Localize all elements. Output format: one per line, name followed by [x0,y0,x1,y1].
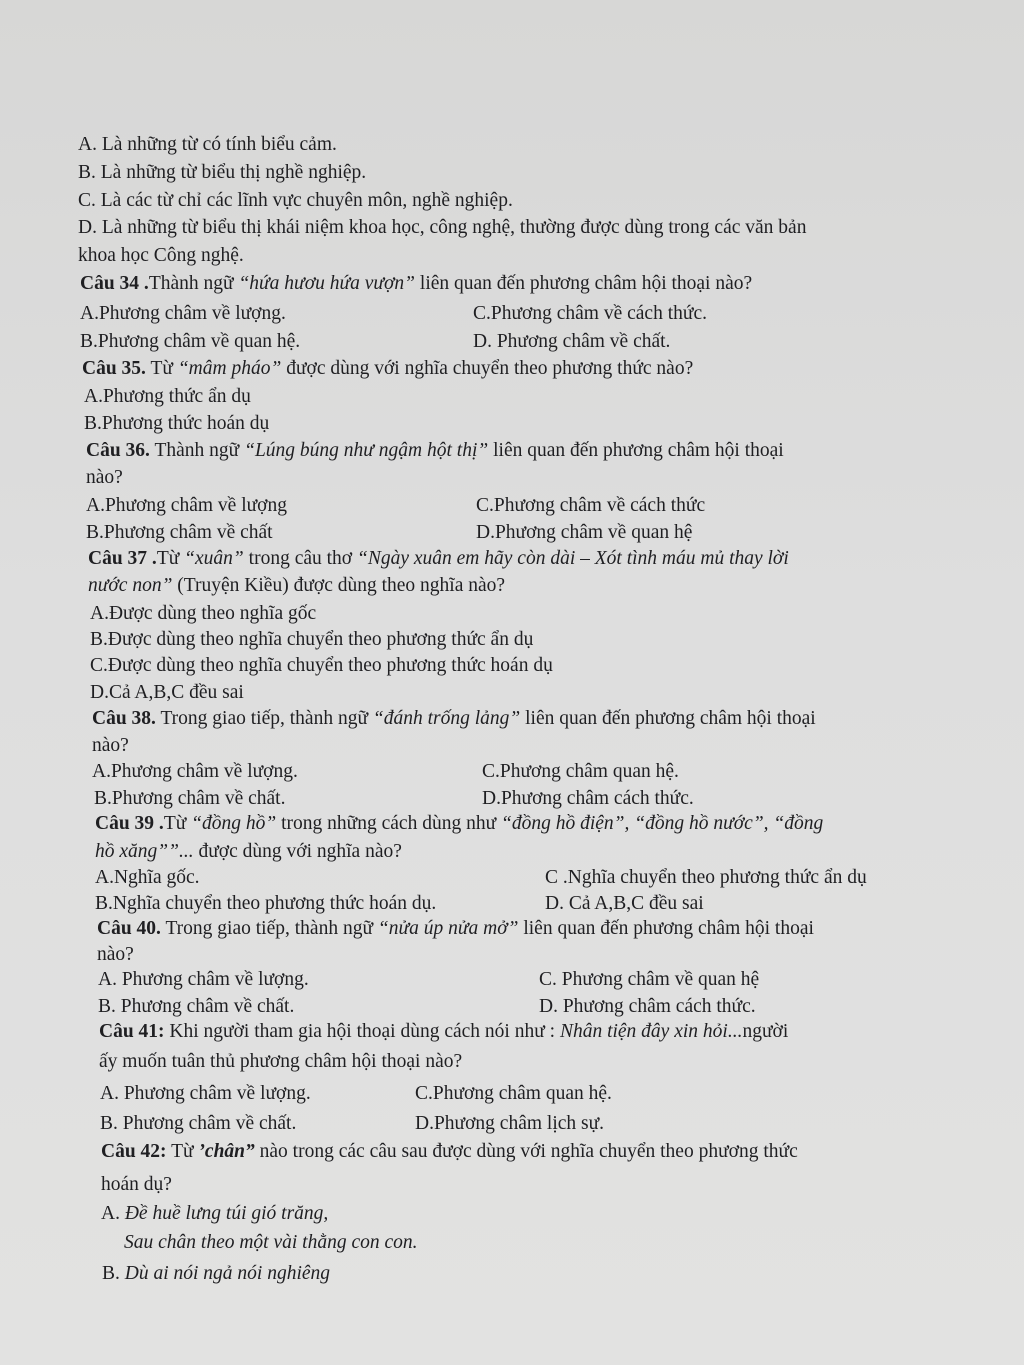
options-row [100,1082,960,1106]
option-c: C.Được dùng theo nghĩa chuyển theo phương thức hoán dụ [90,655,553,676]
option-a: A.Nghĩa gốc. [95,867,200,888]
question-number: Câu 38. [92,708,156,729]
options-row [95,866,965,890]
option-c: C .Nghĩa chuyển theo phương thức ẩn dụ [545,867,867,888]
option-d: D. Cả A,B,C đều sai [545,893,704,914]
option-b: B.Phương châm về chất. [94,788,286,809]
option-a: A.Phương châm về lượng [86,495,287,516]
verse-line: Sau chân theo một vài thằng con con. [124,1232,418,1253]
option-line: C. Là các từ chỉ các lĩnh vực chuyên môn, nghề nghiệp. [78,190,513,211]
option-b: B.Phương thức hoán dụ [84,413,270,434]
option-b: B.Phương châm về quan hệ. [80,331,301,352]
option-b: B.Được dùng theo nghĩa chuyển theo phương thức ẩn dụ [90,629,534,650]
question-39: Câu 39 .Từ “đồng hồ” trong những cách dùng như “đồng hồ điện”, “đồng hồ nước”, “đồng [95,813,824,834]
option-d: D. Phương châm về chất. [473,331,671,352]
question-41: Câu 41: Khi người tham gia hội thoại dùng cách nói như : Nhân tiện đây xin hỏi...người [99,1021,789,1042]
question-continuation: nào? [97,944,134,965]
question-continuation: hồ xăng””... được dùng với nghĩa nào? [95,841,402,862]
question-number: Câu 41: [99,1021,165,1042]
option-d: D.Phương châm lịch sự. [415,1113,605,1134]
option-c: C. Phương châm về quan hệ [539,969,760,990]
option-line: B. Là những từ biểu thị nghề nghiệp. [78,162,367,183]
question-number: Câu 39 . [95,813,164,834]
options-row [95,892,965,916]
options-row [86,521,966,545]
options-row [98,968,968,992]
option-a: A. Đề huề lưng túi gió trăng, [101,1203,329,1224]
option-b: B.Phương châm về chất [86,522,273,543]
question-continuation: nào? [86,467,123,488]
question-35: Câu 35. Từ “mâm pháo” được dùng với nghĩa chuyển theo phương thức nào? [82,358,694,379]
option-a: A.Phương thức ẩn dụ [84,386,251,407]
question-38: Câu 38. Trong giao tiếp, thành ngữ “đánh trống lảng” liên quan đến phương châm hội thoại [92,708,816,729]
option-b: B. Phương châm về chất. [98,996,295,1017]
question-42: Câu 42: Từ ’chân” nào trong các câu sau được dùng với nghĩa chuyển theo phương thức [101,1141,798,1162]
option-a: A. Phương châm về lượng. [100,1083,311,1104]
option-line: A. Là những từ có tính biểu cảm. [78,134,337,155]
option-d: D.Cả A,B,C đều sai [90,682,244,703]
question-36: Câu 36. Thành ngữ “Lúng búng như ngậm hột thị” liên quan đến phương châm hội thoại [86,440,784,461]
option-b: B. Phương châm về chất. [100,1113,297,1134]
question-number: Câu 34 . [80,273,149,294]
question-continuation: hoán dụ? [101,1174,172,1195]
question-number: Câu 36. [86,440,150,461]
options-row [86,494,966,518]
options-row [80,302,960,326]
option-d: D. Phương châm cách thức. [539,996,756,1017]
option-b: B.Nghĩa chuyển theo phương thức hoán dụ. [95,893,437,914]
question-34: Câu 34 .Thành ngữ “hứa hươu hứa vượn” liên quan đến phương châm hội thoại nào? [80,273,753,294]
option-c: C.Phương châm về cách thức. [473,303,707,324]
option-b: B. Dù ai nói ngả nói nghiêng [102,1263,331,1284]
question-37: Câu 37 .Từ “xuân” trong câu thơ “Ngày xuân em hãy còn dài – Xót tình máu mủ thay lời [88,548,789,569]
option-c: C.Phương châm về cách thức [476,495,706,516]
option-a: A. Phương châm về lượng. [98,969,309,990]
question-continuation: nước non” (Truyện Kiều) được dùng theo nghĩa nào? [88,575,506,596]
question-40: Câu 40. Trong giao tiếp, thành ngữ “nửa úp nửa mở” liên quan đến phương châm hội thoại [97,918,814,939]
question-number: Câu 35. [82,358,146,379]
option-a: A.Phương châm về lượng. [92,761,298,782]
options-row [92,760,962,784]
options-row [94,787,964,811]
options-row [100,1112,960,1136]
option-a: A.Phương châm về lượng. [80,303,286,324]
question-number: Câu 42: [101,1141,167,1162]
option-c: C.Phương châm quan hệ. [415,1083,612,1104]
options-row [98,995,968,1019]
option-c: C.Phương châm quan hệ. [482,761,679,782]
question-number: Câu 40. [97,918,161,939]
option-d: D.Phương châm về quan hệ [476,522,693,543]
option-line: D. Là những từ biểu thị khái niệm khoa học, công nghệ, thường được dùng trong các văn bản [78,217,807,238]
question-number: Câu 37 . [88,548,157,569]
options-row [80,330,960,354]
option-d: D.Phương châm cách thức. [482,788,694,809]
question-continuation: ấy muốn tuân thủ phương châm hội thoại nào? [99,1051,463,1072]
option-line: khoa học Công nghệ. [78,245,244,266]
option-a: A.Được dùng theo nghĩa gốc [90,603,317,624]
question-continuation: nào? [92,735,129,756]
